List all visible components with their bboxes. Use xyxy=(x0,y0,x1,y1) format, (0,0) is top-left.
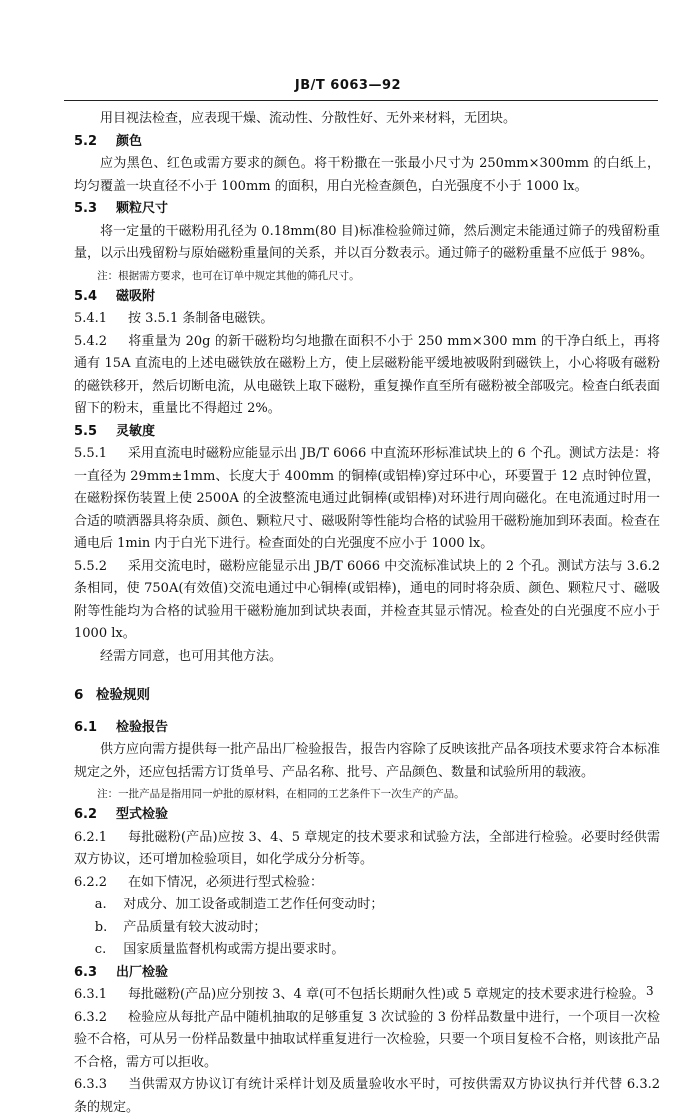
section-number: 5.2 xyxy=(74,133,98,149)
list-item xyxy=(74,894,660,917)
clause-6-3-3 xyxy=(74,1074,660,1119)
clause-6-3-2 xyxy=(74,1007,660,1075)
section-title: 型式检验 xyxy=(116,807,169,822)
clause-6-3-1 xyxy=(74,984,660,1007)
section-5-3-text: 将一定量的干磁粉用孔径为 0.18mm(80 目)标准检验筛过筛，然后测定未能通过筛子的残留粉重量，以示出残留粉与原始磁粉重量间的关系，并以百分数表示。通过筛子的磁粉重量不应低于 98%。 xyxy=(74,223,660,261)
section-5-3-heading xyxy=(74,198,660,221)
header-rule xyxy=(64,100,658,101)
chapter-number: 6 xyxy=(74,687,84,703)
section-6-3-heading xyxy=(74,962,660,985)
section-number: 6.3 xyxy=(74,964,98,980)
clause-number: 5.5.1 xyxy=(74,446,108,461)
section-5-3-note: 注：根据需方要求，也可在订单中规定其他的筛孔尺寸。 xyxy=(97,269,360,282)
clause-5-5-note-paragraph: 经需方同意，也可用其他方法。 xyxy=(100,648,283,664)
clause-number: 5.4.2 xyxy=(74,333,108,349)
clause-text: 采用直流电时磁粉应能显示出 JB/T 6066 中直流环形标准试块上的 6 个孔。测试方法是：将一直径为 29mm±1mm、长度大于 400mm 的铜棒(或铝棒)穿过环中心，环要置于 12 点时钟位置，在磁粉探伤装置上使 2500A 的全波整流电通过此铜棒(或铝棒)对环进行周向磁化。在电流通过时用一合适的喷洒器具将杂质、颜色、颗粒尺寸、磁吸附等性能均合格的试验用干磁粉施加到环表面。检查在通电后 1min 内于白光下进行。检查面处的白光强度不应小于 1000 lx。 xyxy=(74,446,660,551)
section-title: 颗粒尺寸 xyxy=(116,201,169,216)
list-marker: b. xyxy=(94,919,108,935)
page-number: 3 xyxy=(646,984,654,998)
clause-text: 在如下情况，必须进行型式检验： xyxy=(128,874,324,890)
list-text: 国家质量监督机构或需方提出要求时。 xyxy=(123,942,345,957)
clause-number: 5.4.1 xyxy=(74,311,108,326)
list-item xyxy=(74,917,660,940)
clause-text: 当供需双方协议订有统计采样计划及质量验收水平时，可按供需双方协议执行并代替 6.3.2 条的规定。 xyxy=(74,1077,660,1115)
section-6-1-text: 供方应向需方提供每一批产品出厂检验报告，报告内容除了反映该批产品各项技术要求符合本标准规定之外，还应包括需方订货单号、产品名称、批号、产品颜色、数量和试验所用的载液。 xyxy=(74,742,660,780)
clause-text: 检验应从每批产品中随机抽取的足够重复 3 次试验的 3 份样品数量中进行，一个项目一次检验不合格，可从另一份样品数量中抽取试样重复进行一次检验，只要一个项目复检不合格，则该批产品不合格，需方可以拒收。 xyxy=(74,1009,660,1070)
section-6-1-note: 注：一批产品是指用同一炉批的原材料，在相同的工艺条件下一次生产的产品。 xyxy=(97,788,465,800)
clause-5-5-1 xyxy=(74,443,660,556)
intro-paragraph: 用目视法检查，应表现干燥、流动性、分散性好、无外来材料，无团块。 xyxy=(100,111,517,126)
section-number: 6.2 xyxy=(74,807,98,822)
section-number: 5.5 xyxy=(74,423,98,439)
section-number: 5.4 xyxy=(74,288,98,304)
chapter-6-heading xyxy=(74,684,660,707)
list-marker: a. xyxy=(94,897,107,912)
clause-5-4-1 xyxy=(74,308,660,331)
section-5-5-heading xyxy=(74,421,660,444)
chapter-title: 检验规则 xyxy=(96,687,150,703)
list-text: 对成分、加工设备或制造工艺作任何变动时； xyxy=(123,897,384,912)
standard-number-header: JB/T 6063—92 xyxy=(294,78,402,93)
clause-text: 每批磁粉(产品)应按 3、4、5 章规定的技术要求和试验方法，全部进行检验。必要时经供需双方协议，还可增加检验项目，如化学成分分析等。 xyxy=(74,829,660,867)
clause-number: 6.3.1 xyxy=(74,987,108,1002)
section-6-1-heading xyxy=(74,717,660,740)
body-content xyxy=(74,108,660,1119)
clause-6-2-2 xyxy=(74,872,660,895)
list-text: 产品质量有较大波动时； xyxy=(123,919,267,935)
section-title: 颜色 xyxy=(116,133,143,149)
clause-5-5-2 xyxy=(74,556,660,646)
section-5-2-text: 应为黑色、红色或需方要求的颜色。将干粉撒在一张最小尺寸为 250mm×300mm 的白纸上，均匀覆盖一块直径不小于 100mm 的面积，用白光检查颜色，白光强度不小于 1000 lx。 xyxy=(74,156,660,194)
clause-number: 6.3.3 xyxy=(74,1077,108,1092)
section-6-2-heading xyxy=(74,804,660,827)
section-number: 6.1 xyxy=(74,719,98,735)
clause-number: 6.2.2 xyxy=(74,874,108,890)
section-5-4-heading xyxy=(74,286,660,309)
clause-number: 6.3.2 xyxy=(74,1009,108,1025)
clause-text: 按 3.5.1 条制备电磁铁。 xyxy=(128,311,274,326)
section-title: 检验报告 xyxy=(116,719,169,735)
list-marker: c. xyxy=(94,942,107,957)
list-item xyxy=(74,939,660,962)
clause-6-2-1 xyxy=(74,827,660,872)
section-title: 磁吸附 xyxy=(116,288,156,304)
clause-number: 5.5.2 xyxy=(74,558,108,574)
clause-number: 6.2.1 xyxy=(74,829,108,845)
section-5-2-heading xyxy=(74,131,660,154)
clause-5-4-2 xyxy=(74,331,660,421)
clause-text: 每批磁粉(产品)应分别按 3、4 章(可不包括长期耐久性)或 5 章规定的技术要求进行检验。 xyxy=(128,987,645,1002)
clause-text: 采用交流电时，磁粉应能显示出 JB/T 6066 中交流标准试块上的 2 个孔。测试方法与 3.6.2 条相同，使 750A(有效值)交流电通过中心铜棒(或铝棒)，通电的同时将杂质、颜色、颗粒尺寸、磁吸附等性能均为合格的试验用干磁粉施加到试块表面，并检查其显示情况。检查处的白光强度不应小于 1000 lx。 xyxy=(74,558,660,641)
section-title: 灵敏度 xyxy=(116,423,156,439)
section-number: 5.3 xyxy=(74,201,98,216)
section-title: 出厂检验 xyxy=(116,964,169,980)
clause-text: 将重量为 20g 的新干磁粉均匀地撒在面积不小于 250 mm×300 mm 的干净白纸上，再将通有 15A 直流电的上述电磁铁放在磁粉上方，使上层磁粉能平缓地被吸附到磁铁上，小心将吸有磁粉的磁铁移开，然后切断电流，从电磁铁上取下磁粉，重复操作直至所有磁粉被全部吸完。检查白纸表面留下的粉末，重量比不得超过 2%。 xyxy=(74,333,660,416)
